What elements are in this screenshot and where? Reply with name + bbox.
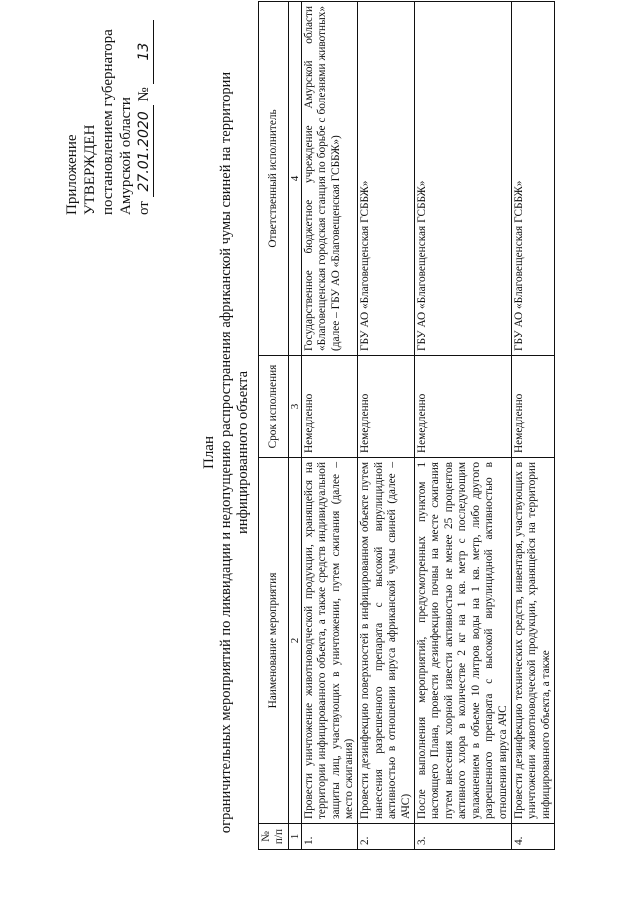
table-row [511,2,554,850]
approval-date-line [135,15,154,215]
column-number: 2 [288,458,301,824]
measure-name: Провести дезинфекцию технических средств, инвентаря, участвующих в уничтожении животноводческой продукции, хранящейся на территории инфицированного объекта, а также [511,458,554,824]
measures-table [258,1,555,850]
row-number: 2. [358,824,415,850]
column-number-row [288,2,301,850]
approval-date-prefix: от [136,201,152,215]
approval-number-handwritten: 13 [135,20,154,84]
header-name: Наименование мероприятия [259,458,289,824]
document-title-line1: ограничительных мероприятий по ликвидации и недопущению распространения африканской чумы свиней на территории [218,71,234,834]
table-row [301,2,358,850]
column-number: 4 [288,2,301,356]
measure-executor: ГБУ АО «Благовещенская ГСББЖ» [358,2,415,356]
column-number: 3 [288,356,301,458]
row-number: 4. [511,824,554,850]
header-term: Срок исполнения [259,356,289,458]
approval-appendix-label: Приложение [64,134,80,215]
approval-date-handwritten: 27.01.2020 [135,105,154,197]
measure-executor: ГБУ АО «Благовещенская ГСББЖ» [415,2,512,356]
approval-region-label: Амурской области [118,97,134,215]
measure-name: Провести дезинфекцию поверхностей в инфицированном объекте путем нанесения разрешенного препарата с высокой вирулицидной активностью в отношении вируса африканской чумы свиней (далее – АЧС) [358,458,415,824]
row-number: 1. [301,824,358,850]
measure-term: Немедленно [358,356,415,458]
measure-term: Немедленно [301,356,358,458]
measure-term: Немедленно [415,356,512,458]
approval-number-prefix: № [136,87,152,102]
table-row [358,2,415,850]
measure-executor: ГБУ АО «Благовещенская ГСББЖ» [511,2,554,356]
header-no: № п/п [259,824,289,850]
document-heading: План [201,436,217,470]
header-executor: Ответственный исполнитель [259,2,289,356]
measure-name: После выполнения мероприятий, предусмотренных пунктом 1 настоящего Плана, провести дезинфекцию почвы на месте сжигания путем внесения хлорной извести активностью не менее 25 процентов активного хлора в количестве 2 кг на 1 кв. метр с последующим увлажнением в объеме 10 литров воды на 1 кв. метр, либо другого разрешенного препарата с высокой вирулицидной активностью в отношении вируса АЧС [415,458,512,824]
measure-executor: Государственное бюджетное учреждение Амурской области «Благовещенская городская станция по борьбе с болезнями животных» (далее – ГБУ АО «Благовещенская ГСББЖ») [301,2,358,356]
measure-name: Провести уничтожение животноводческой продукции, хранящейся на территории инфицированного объекта, а также средств индивидуальной защиты лиц, участвующих в уничтожении, путем сжигания (далее – место сжигания) [301,458,358,824]
column-number: 1 [288,824,301,850]
approval-approved-label: УТВЕРЖДЕН [82,124,98,215]
table-header-row [259,2,289,850]
approval-stamp-block [63,15,154,215]
table-row [415,2,512,850]
document-title-line2: инфицированного объекта [235,370,251,535]
row-number: 3. [415,824,512,850]
approval-resolution-label: постановлением губернатора [100,29,116,215]
document-title-block [201,0,252,905]
measure-term: Немедленно [511,356,554,458]
